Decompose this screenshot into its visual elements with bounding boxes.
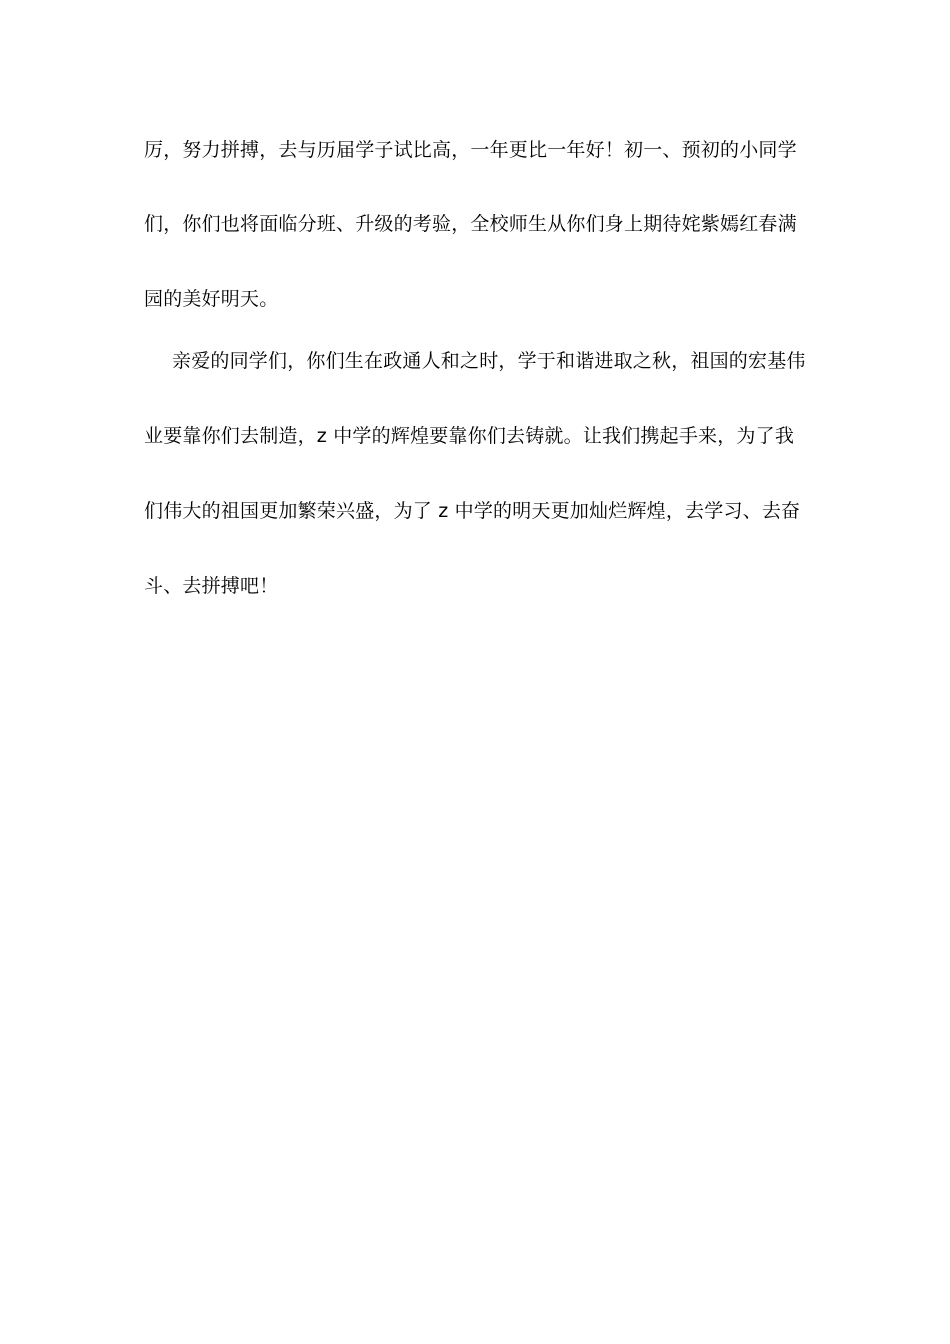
paragraph-line-5: 业要靠你们去制造，z 中学的辉煌要靠你们去铸就。让我们携起手来，为了我 bbox=[144, 425, 795, 447]
paragraph-line-4: 亲爱的同学们，你们生在政通人和之时，学于和谐进取之秋，祖国的宏基伟 bbox=[172, 350, 806, 372]
paragraph-line-3: 园的美好明天。 bbox=[144, 288, 279, 310]
paragraph-line-2: 们，你们也将面临分班、升级的考验，全校师生从你们身上期待姹紫嫣红春满 bbox=[144, 213, 797, 235]
paragraph-line-6: 们伟大的祖国更加繁荣兴盛，为了 z 中学的明天更加灿烂辉煌，去学习、去奋 bbox=[144, 500, 801, 522]
paragraph-line-1: 厉，努力拼搏，去与历届学子试比高，一年更比一年好！初一、预初的小同学 bbox=[144, 139, 797, 161]
paragraph-line-7: 斗、去拼搏吧！ bbox=[144, 575, 279, 597]
